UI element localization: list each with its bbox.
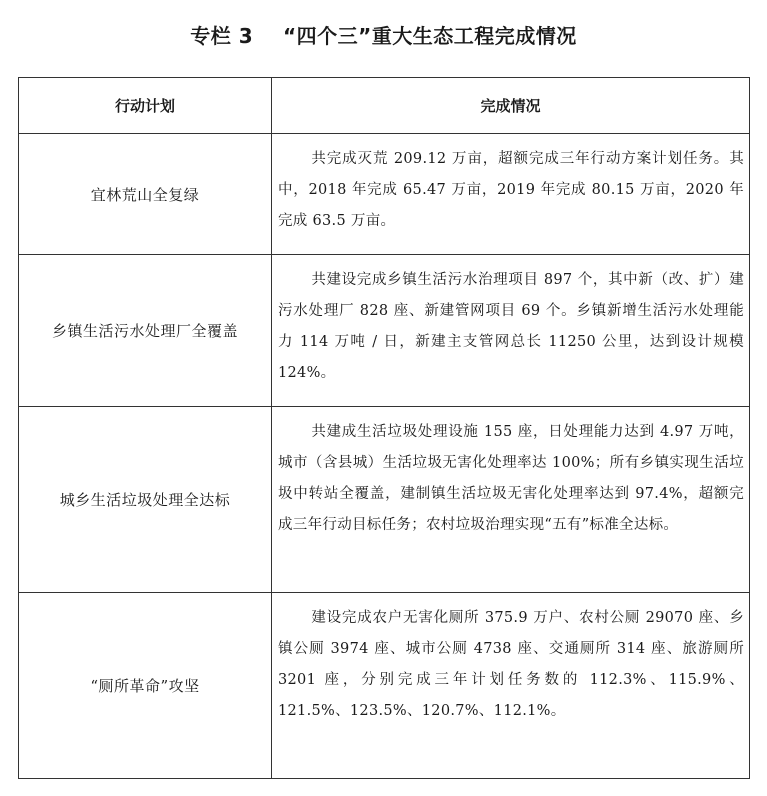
table-header-row	[19, 78, 750, 134]
row-plan-cell: 宜林荒山全复绿	[19, 134, 272, 255]
row-plan-cell: “厕所革命”攻坚	[19, 593, 272, 779]
row-result-text: 共建设完成乡镇生活污水治理项目 897 个，其中新（改、扩）建污水处理厂 828 座、新建管网项目 69 个。乡镇新增生活污水处理能力 114 万吨 / 日，新建主支管网总长 11250 公里，达到设计规模 124%。	[278, 272, 744, 381]
row-plan-cell: 城乡生活垃圾处理全达标	[19, 407, 272, 593]
row-result-text: 建设完成农户无害化厕所 375.9 万户、农村公厕 29070 座、乡镇公厕 3974 座、城市公厕 4738 座、交通厕所 314 座、旅游厕所 3201 座，分别完成三年计划任务数的 112.3%、115.9%、121.5%、123.5%、120.7%、112.1%。	[278, 610, 744, 719]
table-row	[19, 134, 750, 255]
row-result-text: 共完成灭荒 209.12 万亩，超额完成三年行动方案计划任务。其中，2018 年完成 65.47 万亩，2019 年完成 80.15 万亩，2020 年完成 63.5 万亩。	[278, 151, 744, 229]
table-row	[19, 407, 750, 593]
row-result-text: 共建成生活垃圾处理设施 155 座，日处理能力达到 4.97 万吨，城市（含县城）生活垃圾无害化处理率达 100%；所有乡镇实现生活垃圾中转站全覆盖，建制镇生活垃圾无害化处理率达到 97.4%，超额完成三年行动目标任务；农村垃圾治理实现“五有”标准全达标。	[278, 424, 744, 533]
row-result-cell	[272, 255, 750, 407]
header-completion-status: 完成情况	[272, 78, 750, 134]
row-result-cell	[272, 407, 750, 593]
table-row	[19, 255, 750, 407]
row-plan-cell: 乡镇生活污水处理厂全覆盖	[19, 255, 272, 407]
row-result-cell	[272, 134, 750, 255]
row-result-cell	[272, 593, 750, 779]
header-action-plan: 行动计划	[19, 78, 272, 134]
document-title: 专栏 3 “四个三”重大生态工程完成情况	[190, 24, 577, 48]
ecology-projects-table	[18, 77, 750, 779]
table-row	[19, 593, 750, 779]
